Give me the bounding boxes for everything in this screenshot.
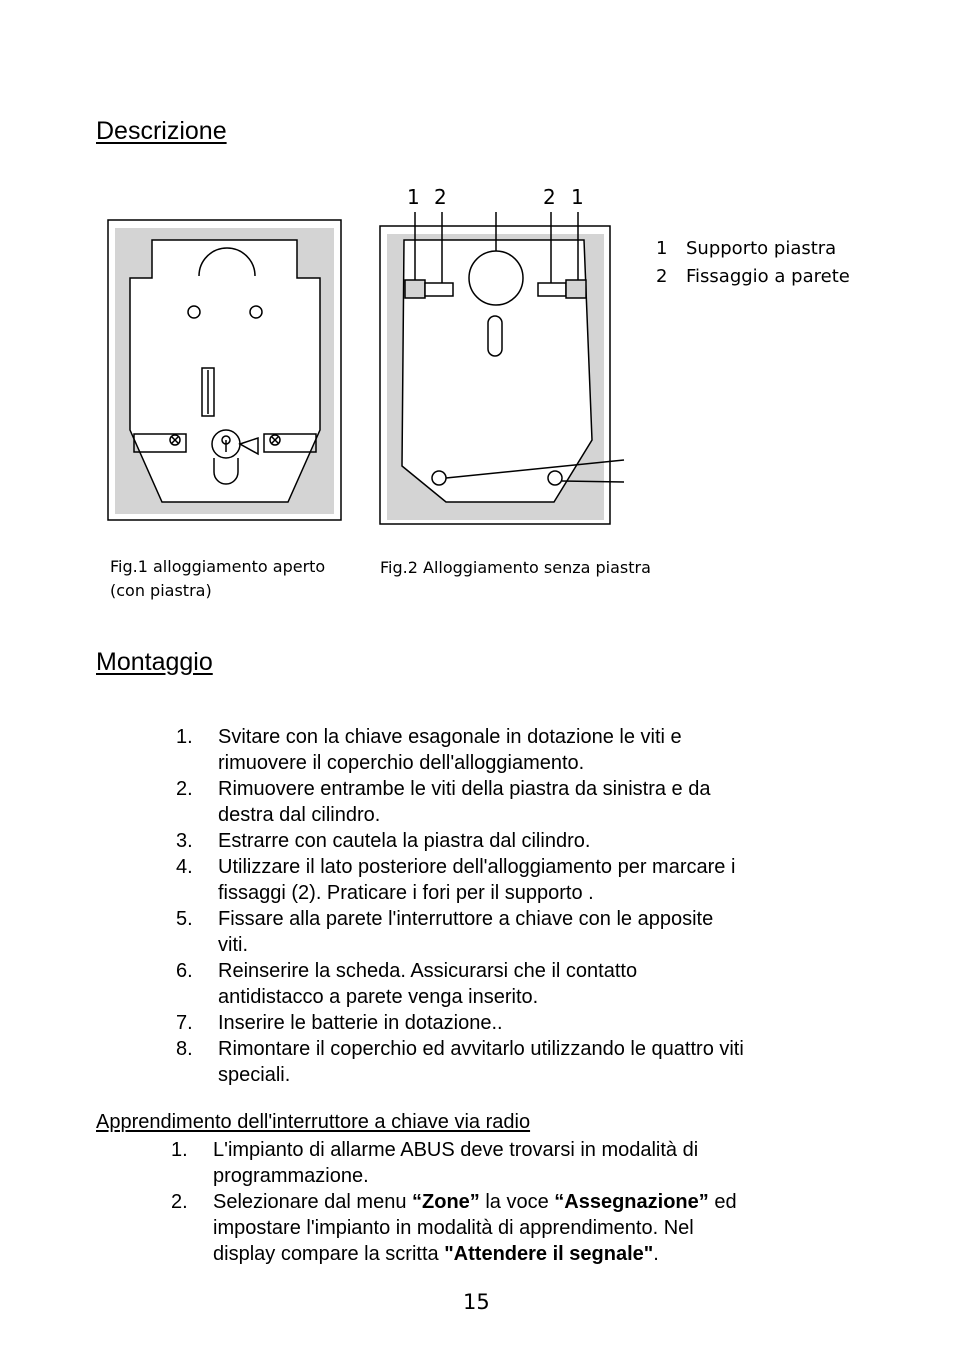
callout-2-left: 2: [434, 185, 447, 209]
list-item: 5. Fissare alla parete l'interruttore a chiave con le apposite viti.: [176, 908, 714, 956]
legend-item-2: 2 Fissaggio a parete: [656, 266, 850, 287]
callout-2-right: 2: [543, 185, 556, 209]
list-item: 8. Rimontare il coperchio ed avvitarlo utilizzando le quattro viti speciali.: [176, 1038, 744, 1086]
page-number: 15: [463, 1290, 490, 1314]
figure-legend: [656, 235, 850, 291]
apprendimento-steps-list: [171, 1137, 861, 1267]
menu-zone-label: “Zone”: [412, 1191, 480, 1213]
callout-1-right: 1: [571, 185, 584, 209]
legend-item-1: 1 Supporto piastra: [656, 238, 837, 259]
list-item: 1. L'impianto di allarme ABUS deve trovarsi in modalità di programmazione.: [171, 1139, 699, 1187]
menu-assegnazione-label: “Assegnazione”: [554, 1191, 709, 1213]
list-item: 6. Reinserire la scheda. Assicurarsi che il contatto antidistacco a parete venga inserito.: [176, 960, 638, 1008]
figure-1-caption: Fig.1 alloggiamento aperto (con piastra): [110, 557, 326, 600]
section-title-apprendimento: Apprendimento dell'interruttore a chiave via radio: [96, 1111, 531, 1133]
figure-2-caption: Fig.2 Alloggiamento senza piastra: [380, 558, 651, 577]
list-item: 4. Utilizzare il lato posteriore dell'alloggiamento per marcare i fissaggi (2). Praticare i fori per il supporto .: [176, 856, 736, 904]
list-item: 2. Selezionare dal menu “Zone” la voce “Assegnazione” ed impostare l'impianto in modalità di apprendimento. Nel display compare la scritta "Attendere il segnale".: [171, 1191, 737, 1265]
list-item: 7. Inserire le batterie in dotazione..: [176, 1012, 503, 1034]
list-item: 3. Estrarre con cautela la piastra dal cilindro.: [176, 830, 591, 852]
figure-1-housing-open: [106, 218, 344, 524]
section-title-descrizione: Descrizione: [96, 117, 227, 145]
callout-1-left: 1: [407, 185, 420, 209]
section-title-montaggio: Montaggio: [96, 648, 213, 676]
montaggio-steps-list: [176, 724, 856, 1088]
list-item: 1. Svitare con la chiave esagonale in dotazione le viti e rimuovere il coperchio dell'alloggiamento.: [176, 726, 682, 774]
figure-2-housing-no-plate: [376, 180, 636, 530]
list-item: 2. Rimuovere entrambe le viti della piastra da sinistra e da destra dal cilindro.: [176, 778, 711, 826]
display-message: "Attendere il segnale": [444, 1243, 654, 1265]
